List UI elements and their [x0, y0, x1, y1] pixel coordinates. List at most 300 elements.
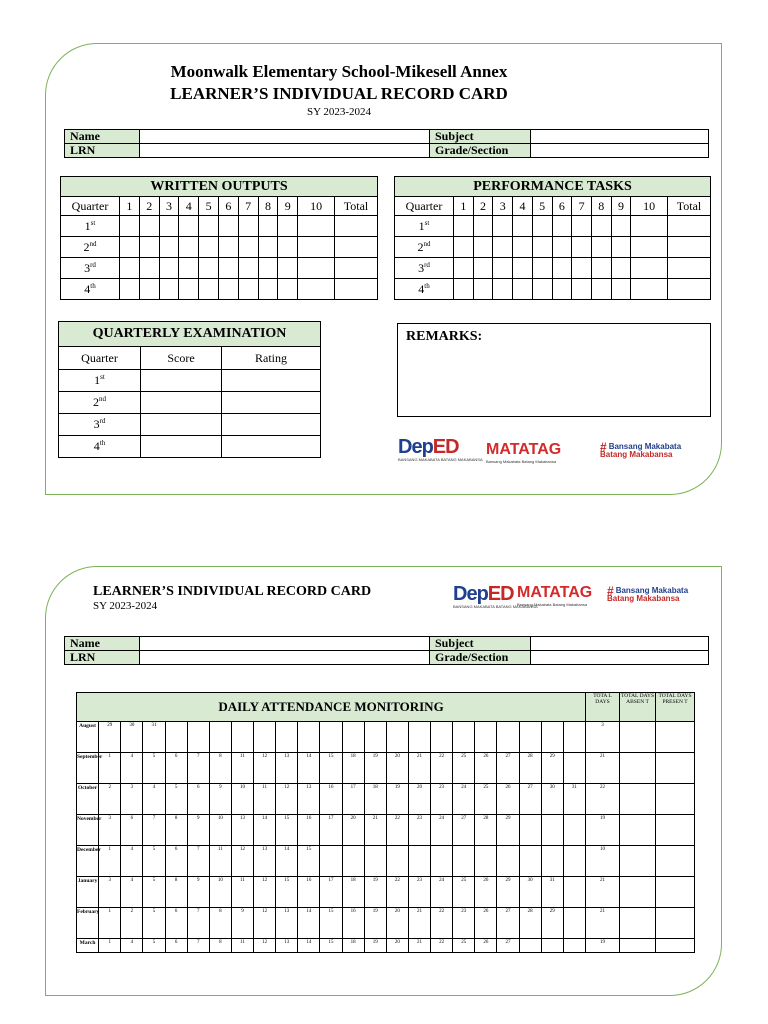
rating-cell[interactable] — [222, 436, 321, 458]
score-cell[interactable] — [572, 216, 592, 237]
day-cell[interactable]: 13 — [298, 784, 320, 815]
day-cell[interactable]: 19 — [364, 908, 386, 939]
day-cell[interactable]: 21 — [408, 753, 430, 784]
day-cell[interactable]: 8 — [209, 908, 231, 939]
day-cell[interactable] — [497, 846, 519, 877]
day-cell[interactable] — [541, 846, 563, 877]
day-cell[interactable]: 11 — [254, 784, 276, 815]
day-cell[interactable]: 3 — [99, 815, 121, 846]
day-cell[interactable]: 7 — [187, 846, 209, 877]
day-cell[interactable]: 31 — [541, 877, 563, 908]
score-cell[interactable] — [454, 237, 474, 258]
lrn-field[interactable] — [140, 651, 430, 665]
score-cell[interactable] — [258, 216, 278, 237]
score-cell[interactable] — [611, 237, 631, 258]
score-cell[interactable] — [473, 237, 493, 258]
day-cell[interactable]: 17 — [342, 784, 364, 815]
day-cell[interactable] — [276, 722, 298, 753]
score-cell[interactable] — [238, 237, 258, 258]
score-cell[interactable] — [668, 216, 711, 237]
day-cell[interactable]: 4 — [121, 877, 143, 908]
score-cell[interactable] — [199, 237, 219, 258]
score-cell[interactable] — [513, 237, 533, 258]
total-absent-cell[interactable] — [620, 753, 656, 784]
day-cell[interactable] — [364, 722, 386, 753]
day-cell[interactable]: 4 — [121, 939, 143, 953]
day-cell[interactable]: 24 — [431, 815, 453, 846]
day-cell[interactable]: 12 — [254, 908, 276, 939]
day-cell[interactable]: 29 — [541, 908, 563, 939]
day-cell[interactable] — [563, 846, 585, 877]
total-present-cell[interactable] — [656, 722, 695, 753]
score-cell[interactable] — [335, 258, 378, 279]
total-present-cell[interactable] — [656, 939, 695, 953]
day-cell[interactable]: 14 — [298, 908, 320, 939]
day-cell[interactable]: 11 — [209, 846, 231, 877]
day-cell[interactable]: 31 — [563, 784, 585, 815]
day-cell[interactable] — [541, 722, 563, 753]
day-cell[interactable]: 26 — [475, 939, 497, 953]
day-cell[interactable]: 11 — [231, 753, 253, 784]
day-cell[interactable]: 5 — [143, 877, 165, 908]
learner-info-table — [64, 129, 709, 158]
name-label: Name — [65, 130, 140, 144]
score-cell[interactable] — [218, 258, 238, 279]
score-cell[interactable] — [572, 279, 592, 300]
grade-section-field[interactable] — [531, 144, 709, 158]
day-cell[interactable]: 1 — [99, 908, 121, 939]
score-cell[interactable] — [238, 258, 258, 279]
day-cell[interactable]: 14 — [298, 753, 320, 784]
day-cell[interactable]: 30 — [121, 722, 143, 753]
total-absent-cell[interactable] — [620, 908, 656, 939]
day-cell[interactable]: 3 — [121, 784, 143, 815]
day-cell[interactable]: 15 — [320, 753, 342, 784]
score-cell[interactable] — [179, 258, 199, 279]
score-cell[interactable] — [120, 258, 140, 279]
day-cell[interactable] — [563, 753, 585, 784]
day-cell[interactable] — [519, 939, 541, 953]
score-cell[interactable] — [218, 279, 238, 300]
score-cell[interactable] — [238, 279, 258, 300]
score-cell[interactable] — [631, 237, 668, 258]
day-cell[interactable] — [342, 722, 364, 753]
day-cell[interactable] — [431, 846, 453, 877]
score-cell[interactable] — [454, 279, 474, 300]
day-cell[interactable] — [563, 722, 585, 753]
day-cell[interactable]: 13 — [254, 846, 276, 877]
score-cell[interactable] — [298, 258, 335, 279]
day-cell[interactable]: 21 — [408, 908, 430, 939]
subject-field[interactable] — [531, 130, 709, 144]
day-cell[interactable]: 16 — [298, 815, 320, 846]
total-present-cell[interactable] — [656, 877, 695, 908]
column-header: 9 — [278, 197, 298, 216]
day-cell[interactable]: 10 — [209, 815, 231, 846]
day-cell[interactable]: 31 — [143, 722, 165, 753]
day-cell[interactable]: 15 — [298, 846, 320, 877]
score-cell[interactable] — [199, 279, 219, 300]
score-cell[interactable] — [454, 258, 474, 279]
rating-cell[interactable] — [222, 392, 321, 414]
total-present-cell[interactable] — [656, 784, 695, 815]
total-absent-cell[interactable] — [620, 722, 656, 753]
score-cell[interactable] — [218, 216, 238, 237]
score-cell[interactable] — [532, 279, 552, 300]
day-cell[interactable]: 20 — [408, 784, 430, 815]
day-cell[interactable]: 26 — [475, 908, 497, 939]
score-cell[interactable] — [179, 216, 199, 237]
day-cell[interactable]: 26 — [497, 784, 519, 815]
day-cell[interactable]: 25 — [453, 939, 475, 953]
score-cell[interactable] — [141, 392, 222, 414]
score-cell[interactable] — [258, 279, 278, 300]
day-cell[interactable]: 6 — [165, 908, 187, 939]
score-cell[interactable] — [572, 258, 592, 279]
score-cell[interactable] — [631, 258, 668, 279]
day-cell[interactable]: 12 — [254, 939, 276, 953]
score-cell[interactable] — [159, 216, 179, 237]
score-cell[interactable] — [278, 258, 298, 279]
day-cell[interactable]: 6 — [187, 784, 209, 815]
score-cell[interactable] — [159, 279, 179, 300]
day-cell[interactable]: 22 — [386, 877, 408, 908]
day-cell[interactable]: 29 — [497, 877, 519, 908]
day-cell[interactable]: 19 — [386, 784, 408, 815]
day-cell[interactable]: 27 — [453, 815, 475, 846]
day-cell[interactable]: 1 — [99, 846, 121, 877]
score-cell[interactable] — [298, 216, 335, 237]
score-cell[interactable] — [668, 237, 711, 258]
day-cell[interactable] — [475, 722, 497, 753]
day-cell[interactable] — [563, 877, 585, 908]
score-cell[interactable] — [631, 216, 668, 237]
score-cell[interactable] — [591, 279, 611, 300]
score-cell[interactable] — [591, 258, 611, 279]
day-cell[interactable]: 20 — [342, 815, 364, 846]
remarks-box[interactable] — [397, 323, 711, 417]
day-cell[interactable]: 13 — [276, 753, 298, 784]
score-cell[interactable] — [513, 258, 533, 279]
total-absent-cell[interactable] — [620, 877, 656, 908]
score-cell[interactable] — [141, 370, 222, 392]
score-cell[interactable] — [572, 237, 592, 258]
score-cell[interactable] — [139, 237, 159, 258]
day-cell[interactable]: 26 — [475, 877, 497, 908]
score-cell[interactable] — [532, 216, 552, 237]
day-cell[interactable]: 6 — [165, 939, 187, 953]
day-cell[interactable]: 28 — [519, 908, 541, 939]
day-cell[interactable] — [519, 846, 541, 877]
day-cell[interactable]: 21 — [408, 939, 430, 953]
day-cell[interactable] — [541, 815, 563, 846]
lrn-field[interactable] — [140, 144, 430, 158]
day-cell[interactable]: 11 — [231, 939, 253, 953]
rating-cell[interactable] — [222, 414, 321, 436]
day-cell[interactable] — [475, 846, 497, 877]
day-cell[interactable]: 6 — [165, 846, 187, 877]
day-cell[interactable]: 18 — [342, 939, 364, 953]
day-cell[interactable]: 25 — [453, 877, 475, 908]
day-cell[interactable]: 5 — [143, 846, 165, 877]
day-cell[interactable]: 28 — [475, 815, 497, 846]
day-cell[interactable]: 23 — [408, 815, 430, 846]
score-cell[interactable] — [611, 258, 631, 279]
score-cell[interactable] — [552, 258, 572, 279]
score-cell[interactable] — [668, 279, 711, 300]
day-cell[interactable]: 15 — [320, 908, 342, 939]
day-cell[interactable]: 20 — [386, 753, 408, 784]
day-cell[interactable] — [364, 846, 386, 877]
score-cell[interactable] — [473, 216, 493, 237]
day-cell[interactable]: 30 — [519, 877, 541, 908]
day-cell[interactable]: 7 — [187, 753, 209, 784]
day-cell[interactable]: 9 — [209, 784, 231, 815]
day-cell[interactable] — [231, 722, 253, 753]
day-cell[interactable]: 18 — [342, 753, 364, 784]
day-cell[interactable]: 4 — [121, 753, 143, 784]
subject-field[interactable] — [531, 637, 709, 651]
day-cell[interactable]: 6 — [121, 815, 143, 846]
score-cell[interactable] — [238, 216, 258, 237]
day-cell[interactable]: 25 — [475, 784, 497, 815]
score-cell[interactable] — [611, 216, 631, 237]
day-cell[interactable] — [320, 846, 342, 877]
day-cell[interactable]: 5 — [165, 784, 187, 815]
score-cell[interactable] — [139, 279, 159, 300]
day-cell[interactable]: 14 — [276, 846, 298, 877]
day-cell[interactable]: 24 — [453, 784, 475, 815]
day-cell[interactable]: 2 — [99, 784, 121, 815]
score-cell[interactable] — [454, 216, 474, 237]
day-cell[interactable]: 10 — [209, 877, 231, 908]
grade-section-field[interactable] — [531, 651, 709, 665]
score-cell[interactable] — [278, 279, 298, 300]
total-present-cell[interactable] — [656, 846, 695, 877]
day-cell[interactable]: 7 — [143, 815, 165, 846]
score-cell[interactable] — [493, 279, 513, 300]
day-cell[interactable]: 19 — [364, 939, 386, 953]
day-cell[interactable] — [342, 846, 364, 877]
day-cell[interactable]: 17 — [320, 877, 342, 908]
day-cell[interactable]: 2 — [121, 908, 143, 939]
score-cell[interactable] — [591, 237, 611, 258]
day-cell[interactable]: 13 — [231, 815, 253, 846]
day-cell[interactable]: 29 — [541, 753, 563, 784]
day-cell[interactable]: 27 — [497, 908, 519, 939]
name-field[interactable] — [140, 637, 430, 651]
score-cell[interactable] — [141, 414, 222, 436]
score-cell[interactable] — [179, 279, 199, 300]
score-cell[interactable] — [139, 216, 159, 237]
day-cell[interactable]: 15 — [320, 939, 342, 953]
score-cell[interactable] — [532, 237, 552, 258]
total-absent-cell[interactable] — [620, 846, 656, 877]
day-cell[interactable]: 12 — [276, 784, 298, 815]
score-cell[interactable] — [139, 258, 159, 279]
day-cell[interactable]: 5 — [143, 908, 165, 939]
day-cell[interactable] — [408, 846, 430, 877]
total-present-cell[interactable] — [656, 753, 695, 784]
day-cell[interactable]: 14 — [254, 815, 276, 846]
score-cell[interactable] — [179, 237, 199, 258]
score-cell[interactable] — [278, 237, 298, 258]
day-cell[interactable]: 27 — [497, 939, 519, 953]
day-cell[interactable]: 1 — [99, 753, 121, 784]
day-cell[interactable] — [254, 722, 276, 753]
score-cell[interactable] — [258, 258, 278, 279]
rating-cell[interactable] — [222, 370, 321, 392]
day-cell[interactable]: 7 — [187, 939, 209, 953]
score-cell[interactable] — [532, 258, 552, 279]
day-cell[interactable]: 8 — [165, 815, 187, 846]
score-cell[interactable] — [335, 216, 378, 237]
day-cell[interactable]: 23 — [408, 877, 430, 908]
score-cell[interactable] — [513, 216, 533, 237]
total-absent-cell[interactable] — [620, 939, 656, 953]
total-present-cell[interactable] — [656, 815, 695, 846]
score-cell[interactable] — [298, 279, 335, 300]
score-cell[interactable] — [141, 436, 222, 458]
score-cell[interactable] — [120, 216, 140, 237]
day-cell[interactable] — [408, 722, 430, 753]
day-cell[interactable]: 9 — [187, 815, 209, 846]
day-cell[interactable]: 9 — [187, 877, 209, 908]
name-field[interactable] — [140, 130, 430, 144]
day-cell[interactable]: 10 — [231, 784, 253, 815]
day-cell[interactable]: 23 — [431, 784, 453, 815]
day-cell[interactable]: 8 — [209, 753, 231, 784]
score-cell[interactable] — [493, 237, 513, 258]
score-cell[interactable] — [218, 237, 238, 258]
day-cell[interactable]: 8 — [165, 877, 187, 908]
day-cell[interactable] — [453, 846, 475, 877]
day-cell[interactable]: 13 — [276, 908, 298, 939]
score-cell[interactable] — [552, 237, 572, 258]
day-cell[interactable]: 7 — [187, 908, 209, 939]
day-cell[interactable] — [563, 815, 585, 846]
day-cell[interactable]: 29 — [497, 815, 519, 846]
score-cell[interactable] — [298, 237, 335, 258]
day-cell[interactable]: 4 — [143, 784, 165, 815]
day-cell[interactable]: 15 — [276, 815, 298, 846]
day-cell[interactable] — [497, 722, 519, 753]
day-cell[interactable]: 23 — [453, 908, 475, 939]
day-cell[interactable]: 29 — [99, 722, 121, 753]
score-cell[interactable] — [159, 258, 179, 279]
day-cell[interactable]: 24 — [431, 877, 453, 908]
day-cell[interactable] — [563, 939, 585, 953]
score-cell[interactable] — [493, 258, 513, 279]
day-cell[interactable]: 18 — [364, 784, 386, 815]
day-cell[interactable]: 20 — [386, 908, 408, 939]
score-cell[interactable] — [631, 279, 668, 300]
day-cell[interactable]: 18 — [342, 877, 364, 908]
day-cell[interactable]: 25 — [453, 753, 475, 784]
day-cell[interactable]: 17 — [320, 815, 342, 846]
day-cell[interactable]: 12 — [231, 846, 253, 877]
day-cell[interactable]: 15 — [276, 877, 298, 908]
day-cell[interactable] — [519, 722, 541, 753]
day-cell[interactable]: 26 — [475, 753, 497, 784]
day-cell[interactable] — [209, 722, 231, 753]
day-cell[interactable]: 1 — [99, 939, 121, 953]
day-cell[interactable] — [563, 908, 585, 939]
day-cell[interactable] — [386, 846, 408, 877]
score-cell[interactable] — [591, 216, 611, 237]
day-cell[interactable]: 16 — [298, 877, 320, 908]
score-cell[interactable] — [199, 216, 219, 237]
day-cell[interactable]: 14 — [298, 939, 320, 953]
day-cell[interactable] — [386, 722, 408, 753]
day-cell[interactable]: 16 — [320, 784, 342, 815]
score-cell[interactable] — [335, 237, 378, 258]
day-cell[interactable]: 5 — [143, 753, 165, 784]
day-cell[interactable]: 19 — [364, 753, 386, 784]
score-cell[interactable] — [473, 258, 493, 279]
day-cell[interactable] — [187, 722, 209, 753]
score-cell[interactable] — [668, 258, 711, 279]
score-cell[interactable] — [513, 279, 533, 300]
day-cell[interactable]: 20 — [386, 939, 408, 953]
day-cell[interactable]: 12 — [254, 877, 276, 908]
total-absent-cell[interactable] — [620, 815, 656, 846]
day-cell[interactable] — [519, 815, 541, 846]
score-cell[interactable] — [473, 279, 493, 300]
day-cell[interactable]: 8 — [209, 939, 231, 953]
score-cell[interactable] — [199, 258, 219, 279]
day-cell[interactable]: 22 — [431, 939, 453, 953]
day-cell[interactable]: 21 — [364, 815, 386, 846]
total-present-cell[interactable] — [656, 908, 695, 939]
day-cell[interactable] — [453, 722, 475, 753]
day-cell[interactable] — [165, 722, 187, 753]
day-cell[interactable]: 3 — [99, 877, 121, 908]
day-cell[interactable]: 4 — [121, 846, 143, 877]
day-cell[interactable]: 27 — [519, 784, 541, 815]
day-cell[interactable] — [298, 722, 320, 753]
score-cell[interactable] — [335, 279, 378, 300]
day-cell[interactable]: 16 — [342, 908, 364, 939]
day-cell[interactable]: 13 — [276, 939, 298, 953]
day-cell[interactable]: 22 — [386, 815, 408, 846]
day-cell[interactable]: 22 — [431, 908, 453, 939]
score-cell[interactable] — [552, 279, 572, 300]
day-cell[interactable]: 19 — [364, 877, 386, 908]
score-cell[interactable] — [120, 279, 140, 300]
day-cell[interactable] — [320, 722, 342, 753]
score-cell[interactable] — [120, 237, 140, 258]
day-cell[interactable]: 28 — [519, 753, 541, 784]
day-cell[interactable]: 11 — [231, 877, 253, 908]
day-cell[interactable]: 30 — [541, 784, 563, 815]
score-cell[interactable] — [258, 237, 278, 258]
day-cell[interactable]: 27 — [497, 753, 519, 784]
day-cell[interactable]: 6 — [165, 753, 187, 784]
score-cell[interactable] — [159, 237, 179, 258]
day-cell[interactable]: 5 — [143, 939, 165, 953]
score-cell[interactable] — [493, 216, 513, 237]
score-cell[interactable] — [552, 216, 572, 237]
total-absent-cell[interactable] — [620, 784, 656, 815]
day-cell[interactable]: 9 — [231, 908, 253, 939]
day-cell[interactable] — [431, 722, 453, 753]
day-cell[interactable]: 22 — [431, 753, 453, 784]
score-cell[interactable] — [278, 216, 298, 237]
score-cell[interactable] — [611, 279, 631, 300]
day-cell[interactable]: 12 — [254, 753, 276, 784]
day-cell[interactable] — [541, 939, 563, 953]
